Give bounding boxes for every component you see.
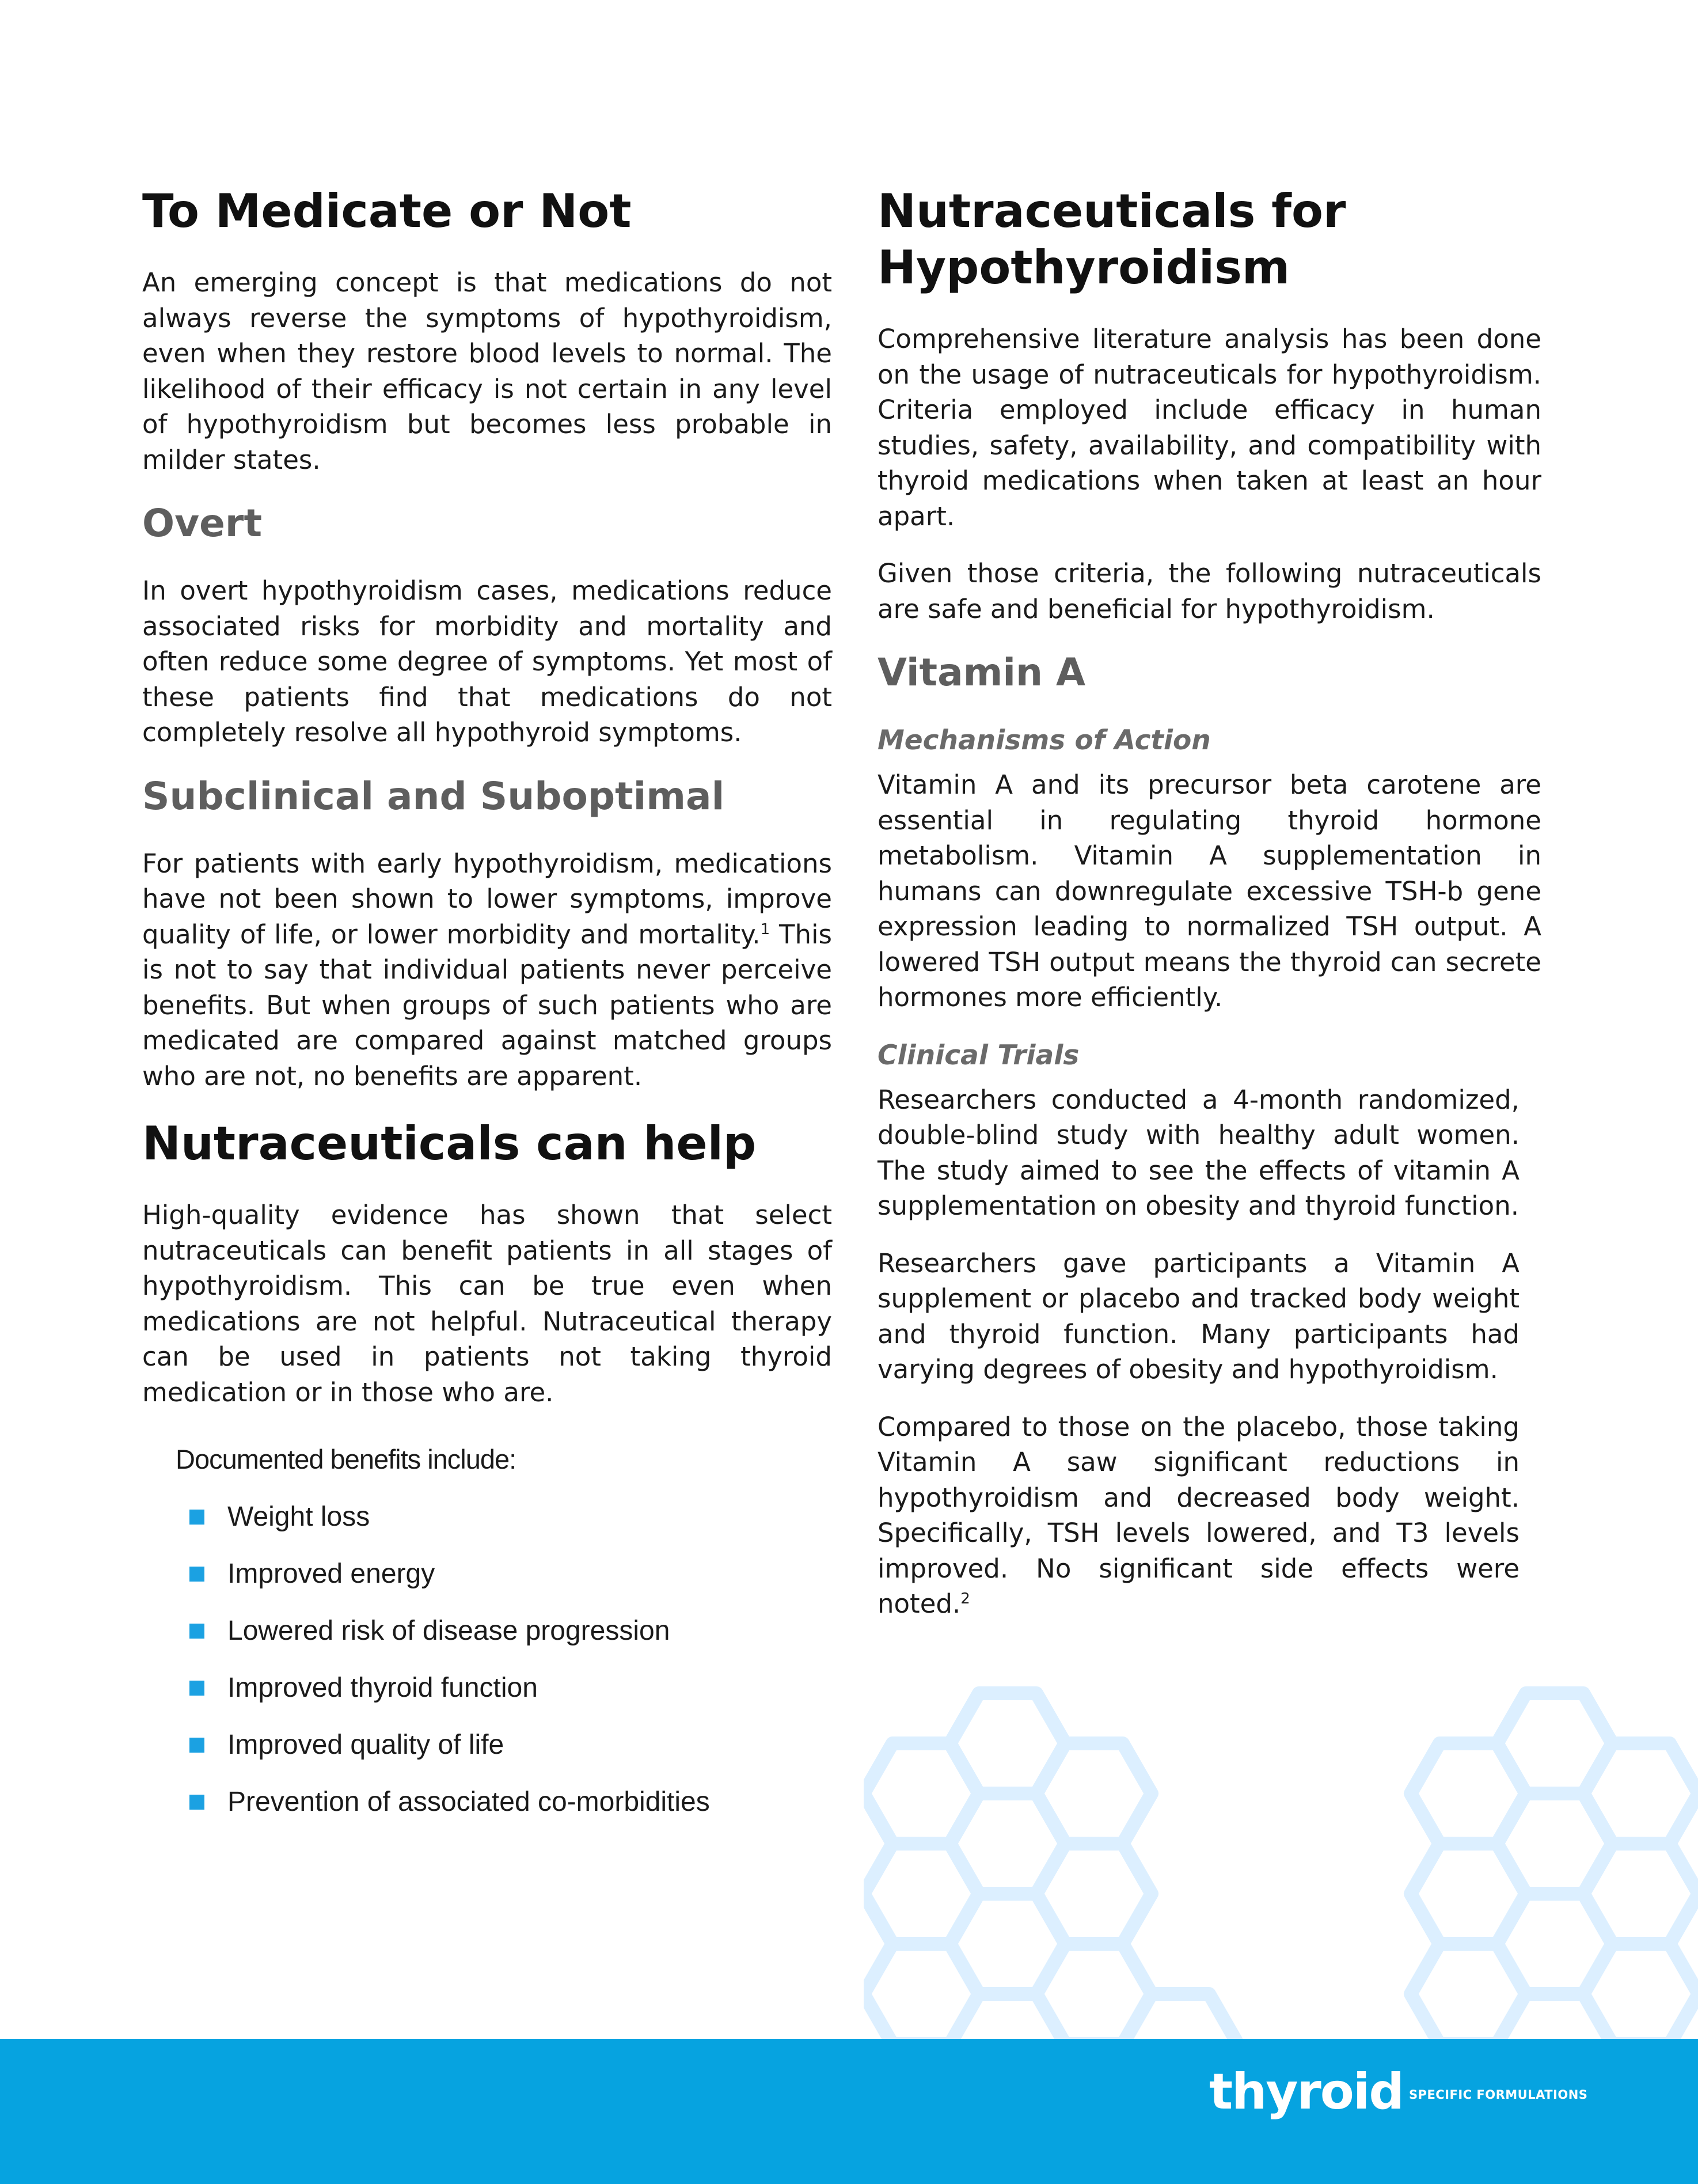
logo-tagline: SPECIFIC FORMULATIONS	[1408, 2088, 1588, 2102]
right-column	[878, 183, 1541, 1644]
benefits-list	[176, 1488, 832, 1830]
paragraph-trials-3-text: Compared to those on the placebo, those taking Vitamin A saw significant reductions in hypothyroidism and decreased body weight. Specifically, TSH levels lowered, and T3 levels improved. No significant side effects were noted.	[878, 1411, 1520, 1619]
paragraph-overt: In overt hypothyroidism cases, medications reduce associated risks for morbidity and mortality and often reduce some degree of symptoms. Yet most of these patients find that medications do not completely resolve all hypothyroid symptoms.	[142, 575, 832, 748]
benefit-label: Improved quality of life	[227, 1730, 504, 1760]
benefit-label: Prevention of associated co-morbidities	[227, 1787, 710, 1817]
paragraph-nutraceuticals-can-help: High-quality evidence has shown that select nutraceuticals can benefit patients in all stages of hypothyroidism. This can be true even when medications are not helpful. Nutraceutical therapy can be used in patients not taking thyroid medication or in those who are.	[142, 1200, 832, 1408]
square-bullet-icon	[189, 1795, 204, 1810]
list-item	[176, 1716, 832, 1773]
paragraph-subclinical-part-a: For patients with early hypothyroidism, medications have not been shown to lower symptoms, improve quality of life, or lower morbidity and mortality.	[142, 848, 832, 950]
brand-logo	[1209, 2063, 1587, 2121]
paragraph-subclinical-part-b: This is not to say that individual patients never perceive benefits. But when groups of such patients who are medicated are compared against matched groups who are not, no benefits are apparent.	[142, 919, 832, 1091]
square-bullet-icon	[189, 1738, 204, 1753]
subheading-mechanisms-of-action: Mechanisms of Action	[878, 725, 1211, 756]
paragraph-mechanisms: Vitamin A and its precursor beta carotene are essential in regulating thyroid hormone metabolism. Vitamin A supplementation in humans can downregulate excessive TSH-b gene expression leading to normalized TSH output. A lowered TSH output means the thyroid can secrete hormones more efficiently.	[878, 769, 1541, 1013]
square-bullet-icon	[189, 1624, 204, 1639]
list-item	[176, 1659, 832, 1716]
benefit-label: Improved thyroid function	[227, 1673, 538, 1703]
paragraph-trials-1: Researchers conducted a 4-month randomized, double-blind study with healthy adult women. The study aimed to see the effects of vitamin A supplementation on obesity and thyroid function.	[878, 1084, 1520, 1221]
heading-to-medicate-or-not: To Medicate or Not	[142, 184, 632, 238]
hexagon-pattern	[864, 1670, 1698, 2039]
list-item	[176, 1773, 832, 1830]
heading-overt: Overt	[142, 501, 262, 545]
logo-wordmark: thyroid	[1209, 2063, 1403, 2121]
paragraph-emerging-concept: An emerging concept is that medications do not always reverse the symptoms of hypothyroidism, even when they restore blood levels to normal. The likelihood of their efficacy is not certain in any level of hypothyroidism but becomes less probable in milder states.	[142, 267, 832, 475]
benefits-list-block	[176, 1442, 832, 1830]
benefits-title: Documented benefits include:	[176, 1444, 516, 1474]
heading-nutraceuticals-for-hypothyroidism: Nutraceuticals for Hypothyroidism	[878, 184, 1346, 294]
square-bullet-icon	[189, 1681, 204, 1696]
list-item	[176, 1488, 832, 1545]
benefit-label: Improved energy	[227, 1559, 435, 1589]
heading-vitamin-a: Vitamin A	[878, 650, 1086, 695]
paragraph-comprehensive-analysis: Comprehensive literature analysis has been done on the usage of nutraceuticals for hypothyroidism. Criteria employed include efficacy in human studies, safety, availability, and compatibility with thyroid medications when taken at least an hour apart.	[878, 324, 1541, 532]
reference-1: 1	[760, 920, 770, 938]
paragraph-trials-2: Researchers gave participants a Vitamin A supplement or placebo and tracked body weight and thyroid function. Many participants had varying degrees of obesity and hypothyroidism.	[878, 1248, 1520, 1385]
benefit-label: Weight loss	[227, 1502, 370, 1532]
list-item	[176, 1602, 832, 1659]
paragraph-given-criteria: Given those criteria, the following nutraceuticals are safe and beneficial for hypothyroidism.	[878, 558, 1541, 624]
left-column	[142, 183, 832, 1830]
square-bullet-icon	[189, 1510, 204, 1525]
square-bullet-icon	[189, 1567, 204, 1582]
reference-2: 2	[960, 1590, 970, 1607]
benefit-label: Lowered risk of disease progression	[227, 1616, 670, 1646]
paragraph-subclinical	[142, 846, 832, 1094]
list-item	[176, 1545, 832, 1602]
heading-nutraceuticals-can-help: Nutraceuticals can help	[142, 1117, 757, 1170]
heading-subclinical-suboptimal: Subclinical and Suboptimal	[142, 774, 725, 818]
paragraph-trials-3	[878, 1409, 1520, 1622]
subheading-clinical-trials: Clinical Trials	[878, 1039, 1080, 1071]
